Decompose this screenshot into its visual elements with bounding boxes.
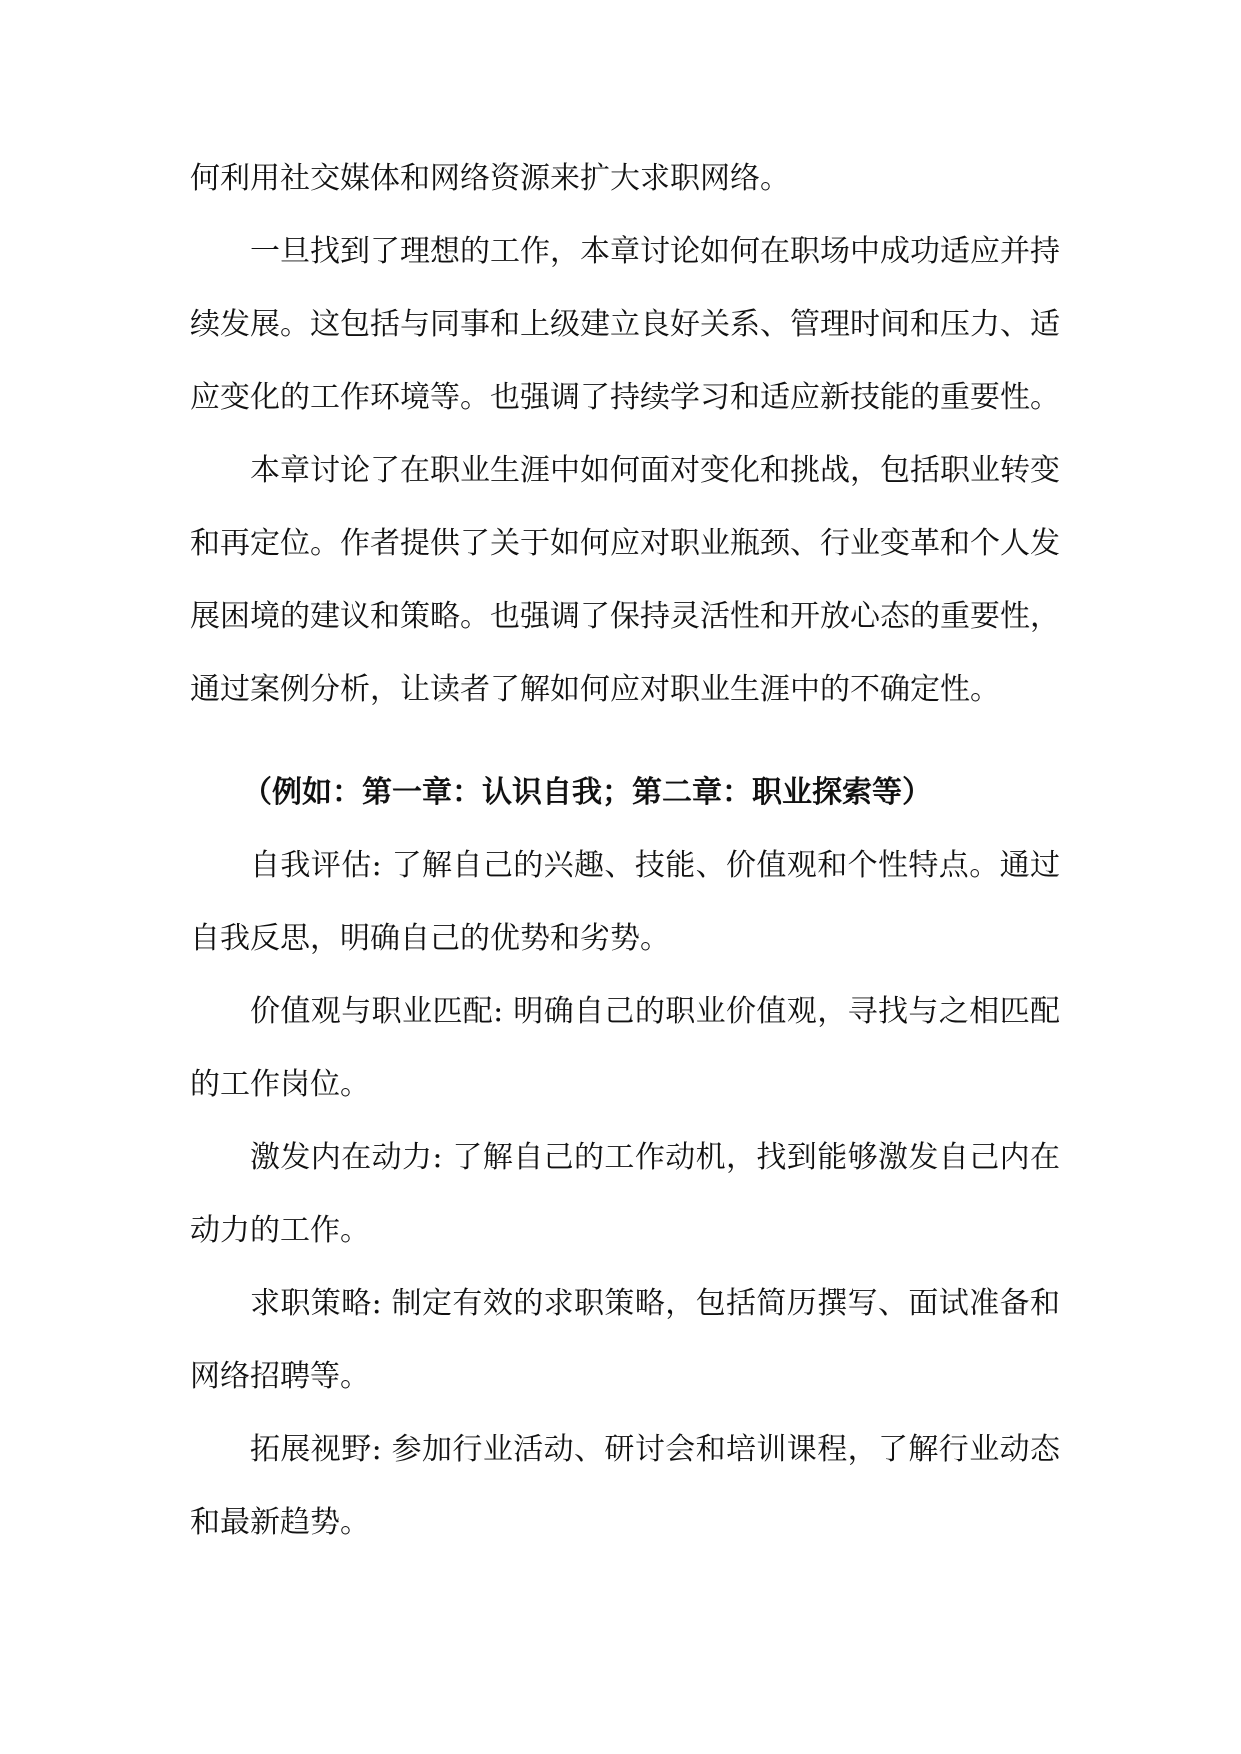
paragraph-self-assessment: 自我评估: 了解自己的兴趣、技能、价值观和个性特点。通过自我反思，明确自己的优势和劣势。 bbox=[190, 848, 1060, 956]
document-body bbox=[190, 142, 1060, 1559]
paragraph-broaden-horizons: 拓展视野: 参加行业活动、研讨会和培训课程，了解行业动态和最新趋势。 bbox=[190, 1432, 1060, 1540]
section-heading: （例如：第一章：认识自我；第二章：职业探索等） bbox=[242, 775, 932, 810]
paragraph-motivation: 激发内在动力: 了解自己的工作动机，找到能够激发自己内在动力的工作。 bbox=[190, 1140, 1060, 1248]
paragraph-job-strategy: 求职策略: 制定有效的求职策略，包括简历撰写、面试准备和网络招聘等。 bbox=[190, 1286, 1060, 1394]
paragraph-workplace-adaptation: 一旦找到了理想的工作，本章讨论如何在职场中成功适应并持续发展。这包括与同事和上级建立良好关系、管理时间和压力、适应变化的工作环境等。也强调了持续学习和适应新技能的重要性。 bbox=[190, 234, 1060, 415]
paragraph-values-matching: 价值观与职业匹配: 明确自己的职业价值观，寻找与之相匹配的工作岗位。 bbox=[190, 994, 1060, 1102]
paragraph-career-change: 本章讨论了在职业生涯中如何面对变化和挑战，包括职业转变和再定位。作者提供了关于如何应对职业瓶颈、行业变革和个人发展困境的建议和策略。也强调了保持灵活性和开放心态的重要性，通过案例分析，让读者了解如何应对职业生涯中的不确定性。 bbox=[190, 453, 1060, 707]
paragraph-continuation: 何利用社交媒体和网络资源来扩大求职网络。 bbox=[190, 161, 790, 196]
